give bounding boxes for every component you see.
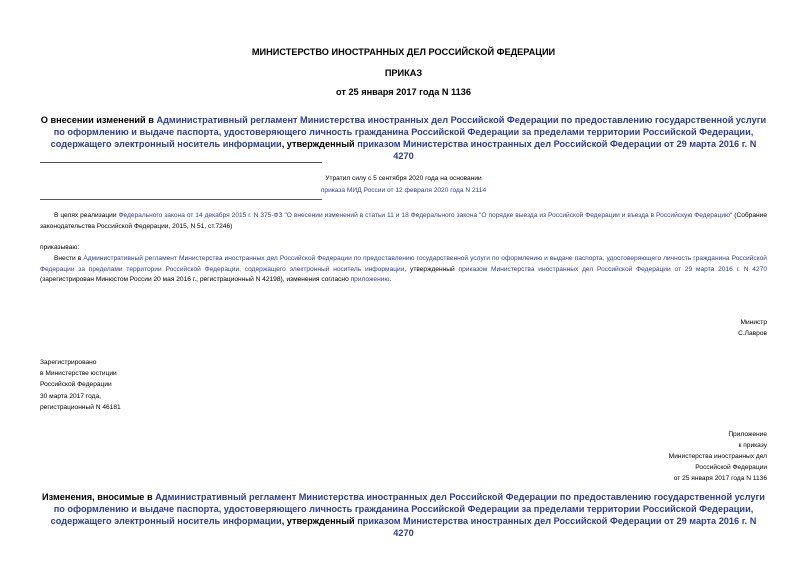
order-word: приказываю: — [40, 244, 80, 251]
signatory-title: Министр — [740, 319, 767, 326]
title-regulation-link[interactable]: Административный регламент Министерства иностранных дел Российской Федерации по предоставлению государственной услуги по оформлению и выдаче паспорта, удостоверяющего личность гражданина Российской Федерации за пределами территории Российской Федерации, содержащего электронный носитель информации — [50, 115, 767, 149]
appendix-line: Министерства иностранных дел — [668, 453, 767, 461]
appendix-line: Приложение — [728, 431, 767, 438]
preamble-suffix: (Собрание законодательства Российской Федерации, 2015, N 51, ст.7246) — [40, 212, 768, 230]
registration-line: в Министерстве юстиции — [40, 370, 117, 378]
changes-order-link[interactable]: приказом Министерства иностранных дел Российской Федерации от 29 марта 2016 г. N 4270 — [357, 516, 757, 538]
repeal-note — [0, 173, 807, 197]
appendix-link[interactable]: приложению — [350, 276, 390, 284]
appendix-line: Российской Федерации — [695, 464, 767, 472]
appendix-line: к приказу — [738, 442, 767, 450]
order-2016-link[interactable]: приказом Министерства иностранных дел Российской Федерации от 29 марта 2016 г. N 4270 — [458, 265, 767, 273]
changes-title — [40, 491, 767, 539]
preamble-prefix: В целях реализации — [54, 212, 119, 219]
repeal-order-link[interactable]: приказа МИД России от 12 февраля 2020 года N 2114 — [320, 187, 487, 194]
registration-block — [40, 357, 121, 413]
appendix-line: от 25 января 2017 года N 1136 — [673, 475, 767, 483]
document-date-number: от 25 января 2017 года N 1136 — [336, 87, 471, 97]
order-prefix: Внести в — [54, 255, 84, 262]
title-order-link[interactable]: приказом Министерства иностранных дел Российской Федерации от 29 марта 2016 г. N 4270 — [357, 139, 757, 161]
title-prefix: О внесении изменений в — [40, 115, 157, 125]
title-middle: , утвержденный — [281, 139, 358, 149]
federal-law-link[interactable]: Федерального закона от 14 декабря 2015 г. N 375-ФЗ "О внесении изменений в статьи 11 и 18 Федерального закона "О порядке выезда из Российской Федерации и въезда в Российскую Федерацию" — [118, 212, 733, 219]
order-paragraph — [40, 254, 767, 286]
changes-regulation-link[interactable]: Административный регламент Министерства иностранных дел Российской Федерации по предоставлению государственной услуги по оформлению и выдаче паспорта, удостоверяющего личность гражданина Российской Федерации за пределами территории Российской Федерации, содержащего электронный носитель информации — [50, 492, 765, 526]
separator-bottom — [40, 199, 322, 200]
signatory-name: С.Лавров — [738, 330, 767, 337]
order-mid2: (зарегистрирован Минюстом России 20 мая 2016 г., регистрационный N 42198), изменения согласно — [40, 276, 351, 284]
ministry-heading: МИНИСТЕРСТВО ИНОСТРАННЫХ ДЕЛ РОССИЙСКОЙ ФЕДЕРАЦИИ — [251, 47, 556, 57]
order-mid1: , утвержденный — [404, 265, 459, 273]
preamble-paragraph — [40, 211, 767, 232]
changes-middle: , утвержденный — [281, 516, 358, 526]
document-type-heading: ПРИКАЗ — [384, 68, 423, 78]
registration-line: Российской Федерации — [40, 381, 112, 389]
separator-top — [40, 162, 322, 163]
order-end: . — [389, 276, 392, 284]
registration-line: регистрационный N 46181 — [40, 403, 121, 411]
repeal-note-line: Утратил силу с 5 сентября 2020 года на основании — [325, 175, 482, 182]
registration-line: 30 марта 2017 года, — [40, 392, 101, 400]
changes-prefix: Изменения, вносимые в — [42, 492, 156, 502]
appendix-block — [669, 429, 767, 484]
regulation-link[interactable]: Административный регламент Министерства иностранных дел Российской Федерации по предоставлению государственной услуги по оформлению и выдаче паспорта, удостоверяющего личность гражданина Российской Федерации за пределами территории Российской Федерации, содержащего электронный носитель информации — [40, 255, 767, 273]
registration-line: Зарегистрировано — [40, 359, 97, 366]
document-title — [40, 114, 767, 162]
